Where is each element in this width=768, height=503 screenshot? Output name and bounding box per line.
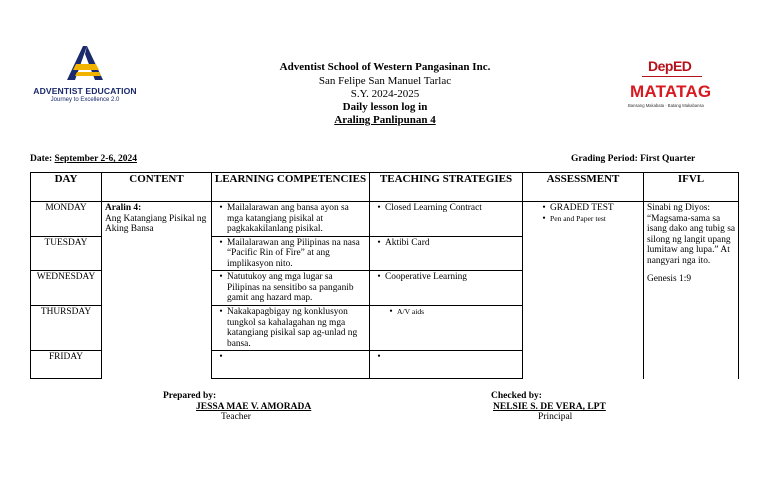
- deped-logo-divider: [642, 76, 702, 77]
- header-day: DAY: [31, 173, 102, 202]
- competency-item: Mailalarawan ang bansa ayon sa mga katangiang pisikal at pagkakakilanlang pisikal.: [227, 203, 349, 234]
- day-wednesday: WEDNESDAY: [31, 271, 102, 306]
- header-content: CONTENT: [102, 173, 212, 202]
- header-strategies: TEACHING STRATEGIES: [370, 173, 523, 202]
- checked-by-name: NELSIE S. DE VERA, LPT: [493, 402, 606, 412]
- adventist-logo-icon: [63, 44, 107, 84]
- date-label: Date:: [30, 154, 53, 164]
- lesson-log-table: [30, 172, 739, 379]
- competency-item: Natutukoy ang mga lugar sa Pilipinas na sensitibo sa panganib gamit ang hazard map.: [227, 272, 354, 303]
- grading-period: Grading Period: First Quarter: [571, 154, 696, 164]
- checked-by-label: Checked by:: [491, 391, 542, 401]
- day-friday: FRIDAY: [31, 351, 102, 379]
- header-assessment: ASSESSMENT: [523, 173, 644, 202]
- strategy-item: Closed Learning Contract: [385, 203, 482, 213]
- assessment-item: Pen and Paper test: [550, 213, 606, 223]
- prepared-by-label: Prepared by:: [163, 391, 217, 401]
- prepared-by-name: JESSA MAE V. AMORADA: [196, 402, 312, 412]
- competency-cell: • Nakakapagbigay ng konklusyon tungkol sa kahalagahan ng mga katangiang pisikal sap ag-unlad ng bansa.: [212, 306, 370, 351]
- adventist-logo-subtitle: Journey to Excellence 2.0: [50, 97, 120, 103]
- assessment-item: GRADED TEST: [550, 203, 614, 213]
- day-tuesday: TUESDAY: [31, 236, 102, 271]
- competency-cell: •: [212, 351, 370, 379]
- table-row: [31, 202, 739, 237]
- subject-title: Araling Panlipunan 4: [334, 114, 436, 126]
- deped-matatag-logo: [614, 50, 732, 116]
- strategy-item: A/V aids: [397, 307, 425, 316]
- adventist-logo-title: ADVENTIST EDUCATION: [33, 86, 137, 96]
- day-monday: MONDAY: [31, 202, 102, 237]
- header-competencies: LEARNING COMPETENCIES: [212, 173, 370, 202]
- log-title: Daily lesson log in: [342, 101, 428, 113]
- strategy-cell: • Aktibi Card: [370, 236, 523, 271]
- date-line: [30, 154, 137, 164]
- prepared-by-role: Teacher: [221, 412, 251, 422]
- ifvl-text: Sinabi ng Diyos: “Magsama-sama sa isang dako ang tubig sa silong ng langit upang lumitaw ang lupa.” At nangyari nga ito.: [647, 203, 736, 266]
- content-cell: [102, 202, 212, 379]
- school-address: San Felipe San Manuel Tarlac: [318, 75, 452, 87]
- competency-item: Nakakapagbigay ng konklusyon tungkol sa kahalagahan ng mga katangiang pisikal sap ag-unlad ng bansa.: [227, 307, 358, 349]
- content-title: Aralin 4:: [105, 203, 142, 213]
- school-name: Adventist School of Western Pangasinan Inc.: [279, 61, 491, 73]
- day-thursday: THURSDAY: [31, 306, 102, 351]
- competency-cell: • Mailalarawan ang bansa ayon sa mga katangiang pisikal at pagkakakilanlang pisikal.: [212, 202, 370, 237]
- matatag-logo-subtitle: Bansang Makabata · Batang Makabansa: [628, 103, 704, 108]
- matatag-logo-text: MATATAG: [630, 82, 712, 101]
- checked-by-role: Principal: [538, 412, 573, 422]
- strategy-cell: • Cooperative Learning: [370, 271, 523, 306]
- deped-logo-text: DepED: [648, 58, 692, 74]
- strategy-item: Cooperative Learning: [385, 272, 467, 282]
- competency-item: Mailalarawan ang Pilipinas na nasa “Pacific Rin of Fire” at ang implikasyon nito.: [227, 237, 360, 269]
- strategy-cell: •: [370, 351, 523, 379]
- strategy-cell: • A/V aids: [370, 306, 523, 351]
- school-year: S.Y. 2024-2025: [350, 88, 420, 100]
- competency-cell: • Mailalarawan ang Pilipinas na nasa “Pacific Rin of Fire” at ang implikasyon nito.: [212, 236, 370, 271]
- strategy-item: Aktibi Card: [385, 237, 430, 248]
- competency-cell: • Natutukoy ang mga lugar sa Pilipinas na sensitibo sa panganib gamit ang hazard map.: [212, 271, 370, 306]
- assessment-cell: • GRADED TEST • Pen and Paper test: [523, 202, 644, 379]
- ifvl-reference: Genesis 1:9: [647, 274, 692, 284]
- date-value: September 2-6, 2024: [54, 154, 137, 164]
- competency-item: [227, 352, 366, 363]
- strategy-item: [385, 352, 519, 363]
- content-text: Ang Katangiang Pisikal ng Aking Bansa: [105, 213, 207, 234]
- table-header-row: [31, 173, 739, 202]
- header-ifvl: IFVL: [644, 173, 739, 202]
- strategy-cell: • Closed Learning Contract: [370, 202, 523, 237]
- adventist-education-logo: [26, 44, 144, 110]
- ifvl-cell: [644, 202, 739, 379]
